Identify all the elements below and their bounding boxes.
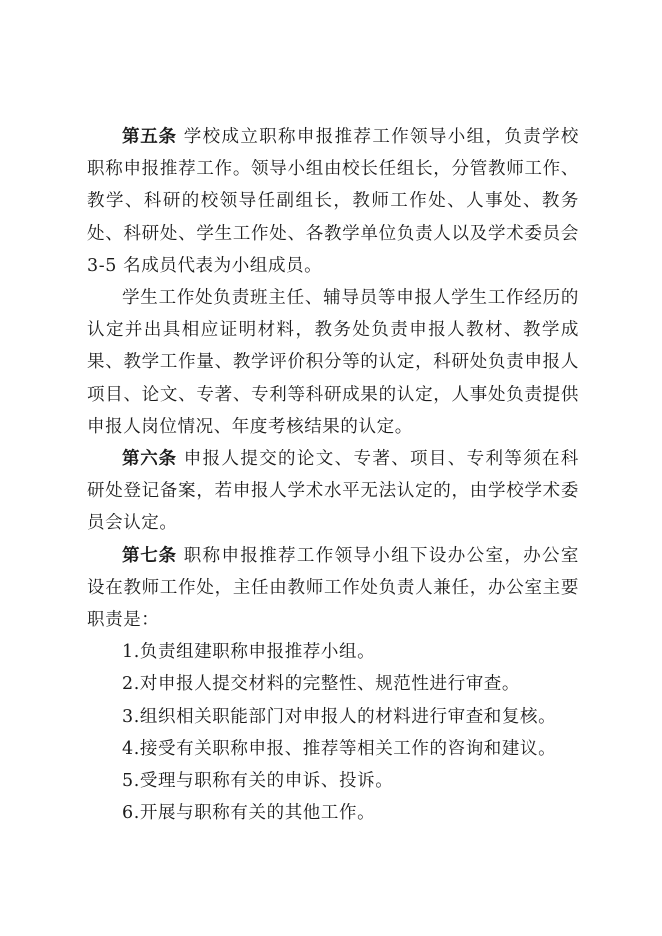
- article-label: 第七条: [122, 545, 177, 566]
- office-duties-list: [87, 636, 579, 829]
- paragraph-text: 职称申报推荐工作领导小组下设办公室，办公室设在教师工作处，主任由教师工作处负责人兼任，办公室主要职责是：: [87, 545, 580, 631]
- paragraph-text: 申报人提交的论文、专著、项目、专利等须在科研处登记备案，若申报人学术水平无法认定的，由学校学术委员会认定。: [87, 449, 580, 534]
- document-page: [87, 121, 579, 829]
- list-item: 6.开展与职称有关的其他工作。: [122, 803, 376, 824]
- list-item: 4.接受有关职称申报、推荐等相关工作的咨询和建议。: [122, 738, 557, 759]
- article-5-responsibilities-paragraph: [87, 282, 579, 443]
- list-item: 2.对申报人提交材料的完整性、规范性进行审查。: [122, 674, 520, 695]
- list-item: 5.受理与职称有关的申诉、投诉。: [122, 771, 394, 792]
- list-item: 3.组织相关职能部门对申报人的材料进行审查和复核。: [122, 706, 557, 727]
- article-7-paragraph: [87, 540, 579, 637]
- list-item: 1.负责组建职称申报推荐小组。: [122, 642, 376, 663]
- article-6-paragraph: [87, 443, 579, 540]
- article-label: 第五条: [122, 127, 177, 147]
- article-label: 第六条: [122, 449, 177, 470]
- paragraph-text: 学校成立职称申报推荐工作领导小组，负责学校职称申报推荐工作。领导小组由校长任组长，分管教师工作、教学、科研的校领导任副组长，教师工作处、人事处、教务处、科研处、学生工作处、各教学单位负责人以及学术委员会 3-5 名成员代表为小组成员。: [87, 127, 580, 276]
- article-5-paragraph: [87, 121, 579, 282]
- paragraph-text: 学生工作处负责班主任、辅导员等申报人学生工作经历的认定并出具相应证明材料，教务处负责申报人教材、教学成果、教学工作量、教学评价积分等的认定，科研处负责申报人项目、论文、专著、专利等科研成果的认定，人事处负责提供申报人岗位情况、年度考核结果的认定。: [87, 288, 579, 437]
